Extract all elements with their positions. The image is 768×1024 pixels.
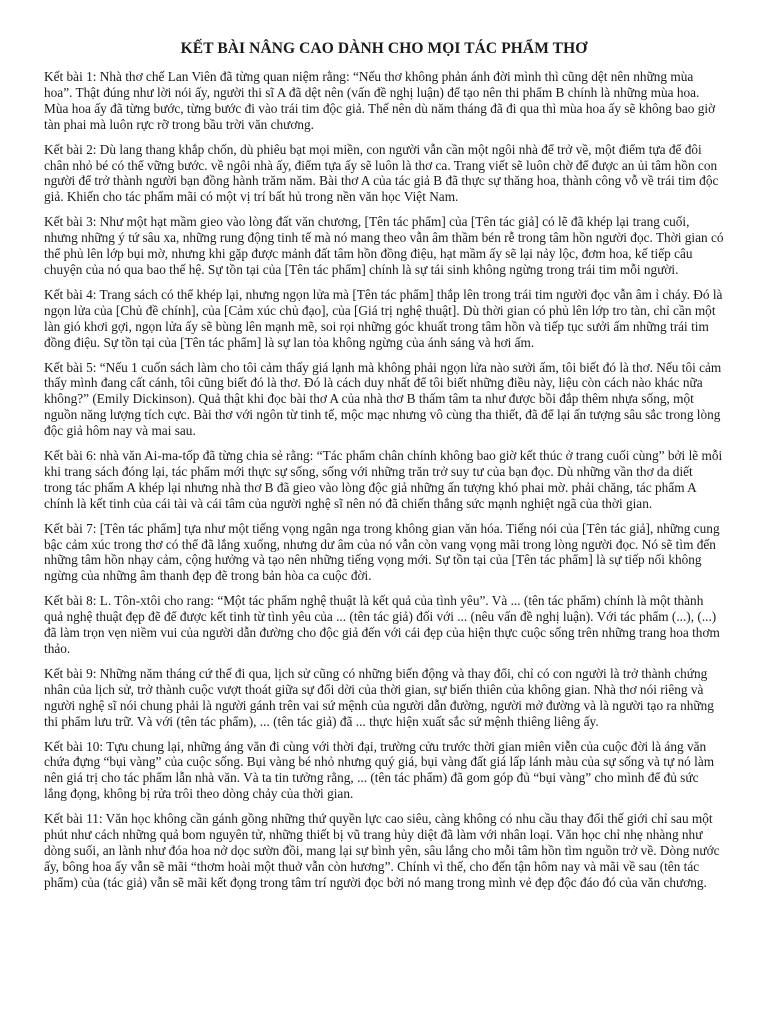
paragraph-ket-bai-7: Kết bài 7: [Tên tác phẩm] tựa như một tiếng vọng ngân nga trong không gian văn hóa. Tiếng nói của [Tên tác giả], những cung bậc cảm xúc trong thơ có thể đã lắng xuống, nhưng dư âm của nó vẫn còn vang vọng mãi trong lòng người đọc. Nó sẽ tìm đến những tâm hồn nhạy cảm, cộng hưởng và tạo nên những tiếng vọng mới. Sự tồn tại của [Tên tác phẩm] là sự tiếp nối không ngừng của những âm thanh đẹp đẽ trong bản hòa ca cuộc đời. bbox=[44, 520, 720, 584]
paragraph-ket-bai-9: Kết bài 9: Những năm tháng cứ thế đi qua, lịch sử cũng có những biến động và thay đổi, chỉ có con người là trở thành chứng nhân của lịch sử, trở thành cuộc vượt thoát giữa sự đổi dời của thời gian, sự biến thiên của không gian. Nhà thơ nói riêng và người nghệ sĩ nói chung phải là người gánh trên vai sứ mệnh của người dẫn đường, người mở đường và là người tạo ra những thi phẩm lưu trữ. Và với (tên tác phẩm), ... (tên tác giả) đã ... thực hiện xuất sắc sứ mệnh thiêng liêng ấy. bbox=[44, 665, 714, 729]
paragraph-ket-bai-11: Kết bài 11: Văn học không cần gánh gồng những thứ quyền lực cao siêu, càng không có nhu cầu thay đổi thế giới chỉ sau một phút như cách những quả bom nguyên tử, những thiết bị vũ trang hủy diệt đã làm với nhân loại. Văn học chỉ nhẹ nhàng như dòng suối, an lành như đóa hoa nở dọc sườn đồi, mang lại sự bình yên, sâu lắng cho mỗi tâm hồn tìm nguồn trở về. Dòng nước ấy, bông hoa ấy vẫn sẽ mãi “thơm hoài một thuở vẫn còn hương”. Chính vì thế, cho đến tận hôm nay và mãi về sau (tên tác phẩm) của (tác giả) vẫn sẽ mãi kết đọng trong tâm trí người đọc bởi nó mang trong mình vẻ đẹp độc đáo đó của văn chương. bbox=[44, 811, 720, 890]
paragraph-ket-bai-2: Kết bài 2: Dù lang thang khắp chốn, dù phiêu bạt mọi miền, con người vẫn cần một ngôi nhà để trở về, một điểm tựa để đôi chân nhỏ bé có thể vững bước. về ngôi nhà ấy, điểm tựa ấy sẽ luôn là thơ ca. Trang viết sẽ luôn chờ để được an ủi tâm hồn con người để trở thành người bạn đồng hành trăm năm. Bài thơ A của tác giả B đã thực sự thăng hoa, thành công vỗ về trái tim độc giả. Khiến cho tác phẩm mãi có một vị trí bất hủ trong nền văn học Việt Nam. bbox=[44, 141, 719, 205]
paragraph-ket-bai-8: Kết bài 8: L. Tôn-xtôi cho rang: “Một tác phẩm nghệ thuật là kết quả của tình yêu”. Và ... (tên tác phẩm) chính là một thành quả nghệ thuật đẹp đẽ để được kết tinh từ tình yêu của ... (tên tác giả) đối với ... (nêu vấn đề nghị luận). Với tác phẩm (...), (...) đã làm trọn vẹn niềm vui của người dẫn đường cho độc giả đến với cái đẹp của hiện thực cuộc sống trên những trang hoa thơm thảo. bbox=[44, 593, 720, 656]
document-title: KẾT BÀI NÂNG CAO DÀNH CHO MỌI TÁC PHẨM THƠ bbox=[180, 40, 588, 57]
paragraph-ket-bai-6: Kết bài 6: nhà văn Ai-ma-tốp đã từng chia sẻ rằng: “Tác phẩm chân chính không bao giờ kết thúc ở trang cuối cùng” bởi lẽ mỗi khi trang sách đóng lại, tác phẩm mới thực sự sống, sống với những trăn trở suy tư của bạn đọc. Dù những vần thơ da diết trong tác phẩm A khép lại nhưng nhà thơ B đã gieo vào lòng độc giả những ấn tượng khó phai mờ. phải chăng, tác phẩm A chính là kết tinh của cái tài và cái tâm của người nghệ sĩ nên nó đã chiến thắng sức mạnh nghiệt ngã của thời gian. bbox=[44, 448, 723, 511]
paragraph-ket-bai-1: Kết bài 1: Nhà thơ chế Lan Viên đã từng quan niệm rằng: “Nếu thơ không phản ánh đời mình thì cũng dệt nên những mùa hoa”. Thật đúng như lời nói ấy, người thi sĩ A đã dệt nên (vấn đề nghị luận) để tạo nên thi phẩm B chính là những mùa hoa. Mùa hoa ấy đã từng bước, từng bước đi vào trái tim độc giả. Thế nên dù năm tháng đã đi qua thì mùa hoa ấy sẽ không bao giờ tàn phai mà luôn rực rỡ trong bầu trời văn chương. bbox=[44, 69, 716, 132]
paragraph-ket-bai-3: Kết bài 3: Như một hạt mầm gieo vào lòng đất văn chương, [Tên tác phẩm] của [Tên tác giả] có lẽ đã khép lại trang cuối, nhưng những ý tứ sâu xa, những rung động tinh tế mà nó mang theo vẫn âm thầm bén rễ trong tâm hồn người đọc. Thời gian có thể phủ lên lớp bụi mờ, nhưng khi gặp được mảnh đất tâm hồn đồng điệu, hạt mầm ấy sẽ lại nảy lộc, đơm hoa, kế tiếp câu chuyện của nó qua bao thế hệ. Sự tồn tại của [Tên tác phẩm] chính là sự tái sinh không ngừng trong trái tim mỗi người. bbox=[44, 214, 724, 277]
paragraph-ket-bai-4: Kết bài 4: Trang sách có thể khép lại, nhưng ngọn lửa mà [Tên tác phẩm] thắp lên trong trái tim người đọc vẫn âm ỉ cháy. Đó là ngọn lửa của [Chủ đề chính], của [Cảm xúc chủ đạo], của [Giá trị nghệ thuật]. Dù thời gian có phủ lên lớp tro tàn, chỉ cần một làn gió khơi gợi, ngọn lửa ấy sẽ bùng lên mạnh mẽ, soi rọi những góc khuất trong tâm hồn và tiếp tục sưởi ấm những trái tim đồng điệu. Sự tồn tại của [Tên tác phẩm] là sự lan tỏa không ngừng của ánh sáng và hơi ấm. bbox=[44, 286, 723, 350]
paragraph-ket-bai-5: Kết bài 5: “Nếu 1 cuốn sách làm cho tôi cảm thấy giá lạnh mà không phải ngọn lửa nào sưởi ấm, tôi biết đó là thơ. Nếu tôi cảm thấy mình đang cất cánh, tôi cũng biết đó là thơ. Đó là cách duy nhất để tôi biết những điều này, liệu còn cách nào khác nữa không?” (Emily Dickinson). Quả thật khi đọc bài thơ A của nhà thơ B thấm tâm ta như được bồi đắp thêm nhựa sống, một nguồn năng lượng tích cực. Bài thơ với ngôn từ tinh tế, mộc mạc nhưng vô cùng tha thiết, đã để lại ấn tượng sâu sắc trong lòng độc giả hôm nay và mai sau. bbox=[44, 359, 722, 439]
paragraph-ket-bai-10: Kết bài 10: Tựu chung lại, những áng văn đi cùng với thời đại, trường cửu trước thời gian miên viễn của cuộc đời là áng văn chứa đựng “bụi vàng” của cuộc sống. Bụi vàng bé nhỏ nhưng quý giá, bụi vàng đất giá lấp lánh màu của sự sống và tự nó làm nên giá trị cho tác phẩm lẫn nhà văn. Và ta tin tưởng rằng, ... (tên tác phẩm) đã gom góp đủ “bụi vàng” cho mình để đủ sức lắng đọng, không bị rửa trôi theo dòng chảy của thời gian. bbox=[44, 738, 715, 802]
